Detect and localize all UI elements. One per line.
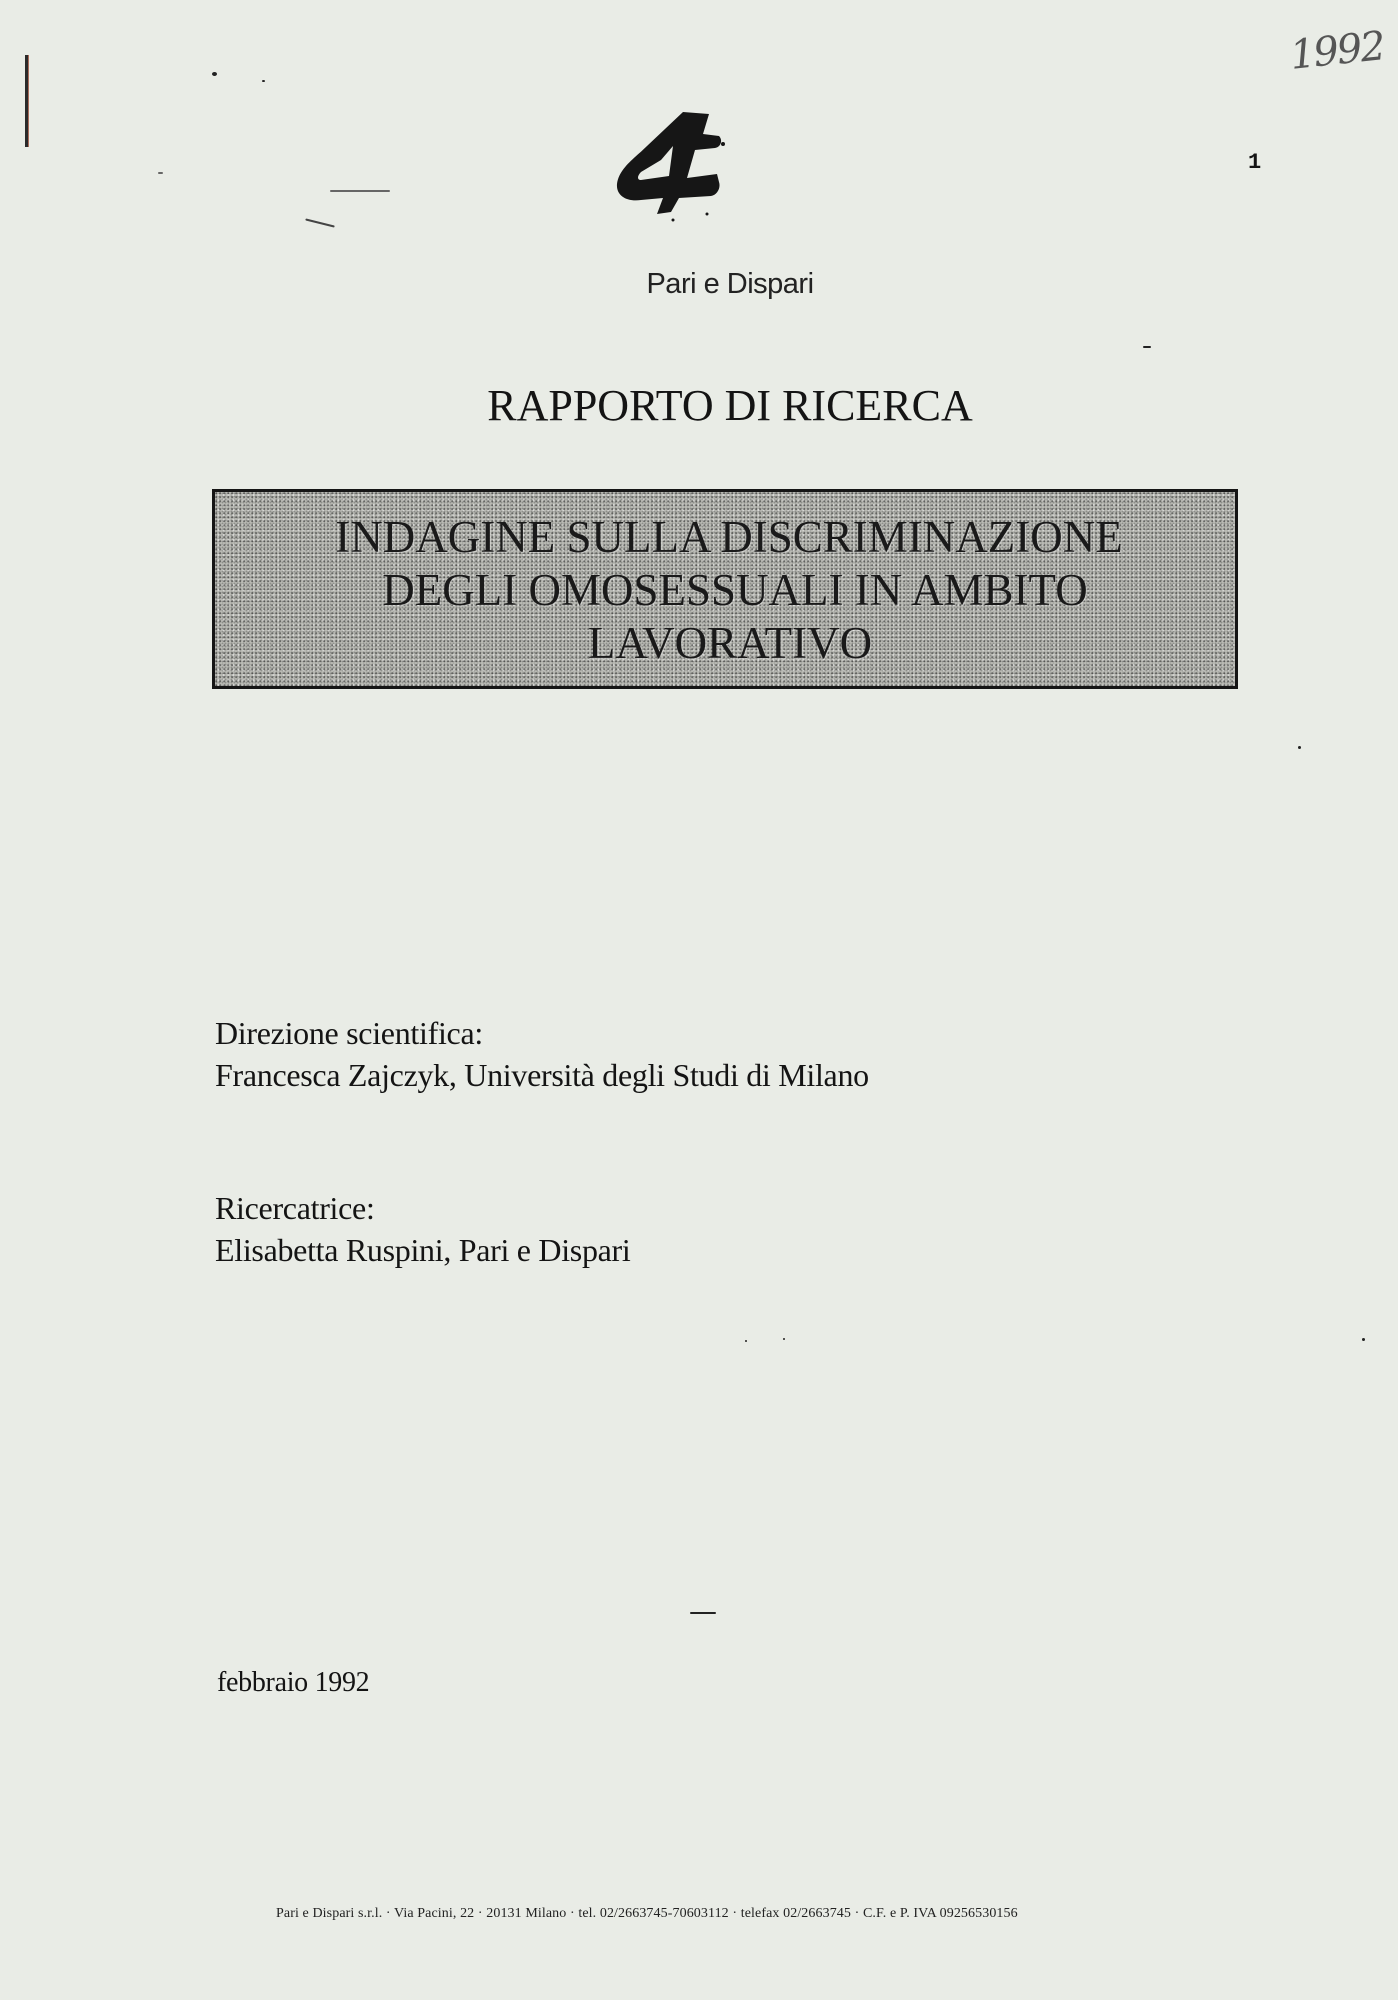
handwritten-year-note: 1992: [1287, 23, 1386, 79]
scan-speck: [158, 172, 163, 174]
scan-speck: [305, 218, 335, 227]
report-title-line: LAVORATIVO: [587, 617, 873, 668]
scan-speck: [1143, 346, 1151, 348]
researcher-label: Ricercatrice:: [215, 1190, 375, 1226]
report-type-heading: RAPPORTO DI RICERCA: [487, 381, 973, 430]
pari-e-dispari-logo: [605, 104, 735, 224]
report-title-line: INDAGINE SULLA DISCRIMINAZIONE: [335, 511, 1123, 562]
report-date: febbraio 1992: [217, 1667, 370, 1698]
scan-speck: [1298, 746, 1301, 749]
scan-speck: [745, 1340, 747, 1342]
researcher-block: [215, 1187, 631, 1271]
report-title-line: DEGLI OMOSESSUALI IN AMBITO: [382, 564, 1088, 615]
scientific-direction-label: Direzione scientifica:: [215, 1015, 483, 1051]
scan-speck: [1362, 1338, 1365, 1341]
scan-speck: [690, 1612, 716, 1614]
logo-caption: Pari e Dispari: [646, 268, 814, 300]
researcher-name: Elisabetta Ruspini, Pari e Dispari: [215, 1232, 631, 1268]
scan-speck: [262, 80, 265, 82]
scientific-direction-name: Francesca Zajczyk, Università degli Studi di Milano: [215, 1057, 869, 1093]
report-title-box: [212, 489, 1238, 689]
scan-edge-mark-tint: [28, 55, 29, 147]
scan-speck: [330, 190, 390, 192]
scientific-direction-block: [215, 1012, 869, 1096]
company-footer: Pari e Dispari s.r.l. · Via Pacini, 22 · 20131 Milano · tel. 02/2663745-70603112 · telefax 02/2663745 · C.F. e P. IVA 09256530156: [276, 1906, 1018, 1921]
page-number: 1: [1248, 150, 1262, 175]
scan-speck: [212, 72, 217, 76]
scan-speck: [783, 1338, 785, 1340]
